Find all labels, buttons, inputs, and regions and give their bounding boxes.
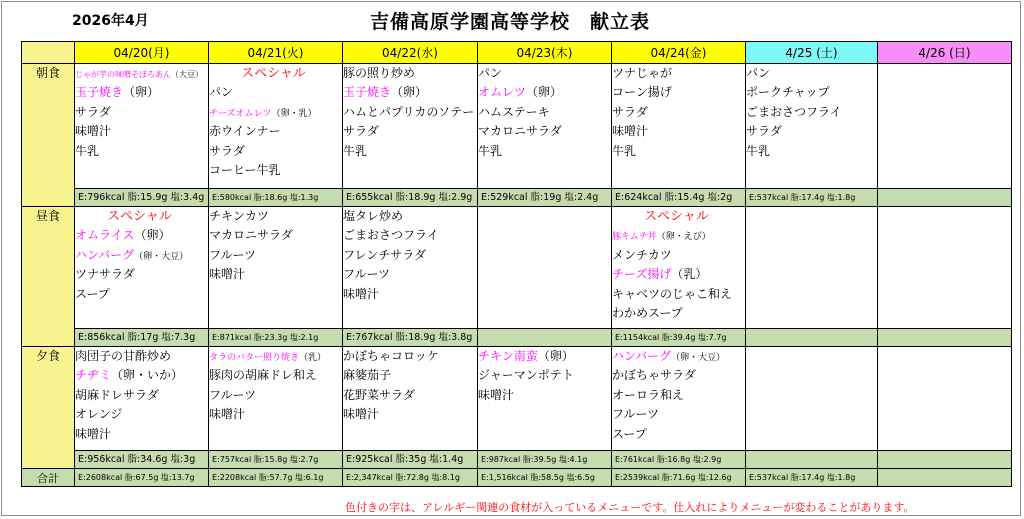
allergen-note: （卵・いか）	[111, 368, 184, 383]
dish: 牛乳	[746, 143, 771, 158]
dish: 味噌汁	[75, 426, 112, 441]
nutrition-cell: E:987kcal 脂:39.5g 塩:4.1g	[478, 451, 612, 469]
dish: 味噌汁	[209, 267, 246, 282]
menu-cell	[612, 207, 746, 329]
allergen-note: （卵・乳）	[271, 108, 317, 119]
allergen-note: （乳）	[299, 353, 327, 363]
special-label: スペシャル	[241, 66, 306, 81]
nutrition-cell: E:580kcal 脂:18.6g 塩:1.3g	[209, 189, 343, 207]
menu-cell	[75, 207, 209, 329]
special-label: スペシャル	[644, 209, 709, 224]
nutrition-cell	[746, 451, 878, 469]
total-row	[22, 469, 1012, 487]
dish: ツナサラダ	[75, 267, 135, 282]
dish: 牛乳	[612, 143, 637, 158]
header-corner	[22, 42, 75, 64]
dish: かぼちゃサラダ	[612, 368, 696, 383]
meal-label-total: 合計	[22, 469, 75, 487]
dish: サラダ	[209, 143, 245, 158]
breakfast-nutrition-row	[22, 189, 1012, 207]
allergen-dish: チーズオムレツ	[209, 108, 272, 119]
allergen-dish: タラのバター照り焼き	[209, 353, 300, 363]
dish: マカロニサラダ	[209, 228, 293, 243]
menu-cell	[343, 64, 478, 189]
nutrition-cell: E:925kcal 脂:35g 塩:1.4g	[343, 451, 478, 469]
dish: 豚の照り炒め	[343, 66, 416, 80]
allergen-dish: ハンバーグ	[75, 247, 135, 262]
dish: オレンジ	[75, 407, 123, 422]
allergen-dish: オムライス	[75, 228, 135, 243]
total-cell: E:2208kcal 脂:57.7g 塩:6.1g	[209, 469, 343, 487]
dish: 豚肉の胡麻ドレ和え	[209, 368, 318, 383]
total-cell: E:2608kcal 脂:67.5g 塩:13.7g	[75, 469, 209, 487]
date-header: 4/25 (土)	[746, 42, 878, 64]
dish: 肉団子の甘酢炒め	[75, 349, 172, 363]
allergen-note: （卵・大豆）	[134, 251, 189, 262]
lunch-row	[22, 207, 1012, 329]
nutrition-cell: E:856kcal 脂:17g 塩:7.3g	[75, 329, 209, 347]
total-cell: E:2539kcal 脂:71.6g 塩:12.6g	[612, 469, 746, 487]
nutrition-cell	[878, 329, 1012, 347]
dish: 麻婆茄子	[343, 368, 392, 383]
breakfast-row	[22, 64, 1012, 189]
allergen-note: （卵）	[134, 228, 171, 243]
dish: フルーツ	[612, 407, 660, 422]
dish: コーン揚げ	[612, 85, 672, 100]
nutrition-cell: E:956kcal 脂:34.6g 塩:3g	[75, 451, 209, 469]
menu-cell-empty	[746, 207, 878, 329]
dish: パン	[746, 66, 771, 80]
date-header: 04/24(金)	[612, 42, 746, 64]
nutrition-cell: E:757kcal 脂:15.8g 塩:2.7g	[209, 451, 343, 469]
dish: スープ	[75, 286, 110, 301]
meal-label-breakfast: 朝食	[22, 64, 75, 207]
menu-cell-empty	[746, 347, 878, 451]
dish: 味噌汁	[343, 286, 380, 301]
nutrition-cell: E:796kcal 脂:15.9g 塩:3.4g	[75, 189, 209, 207]
dish: 味噌汁	[343, 407, 380, 422]
menu-cell	[746, 64, 878, 189]
nutrition-cell: E:1154kcal 脂:39.4g 塩:7.7g	[612, 329, 746, 347]
menu-cell-empty	[478, 207, 612, 329]
nutrition-cell: E:767kcal 脂:18.9g 塩:3.8g	[343, 329, 478, 347]
dish: パン	[209, 85, 234, 100]
menu-cell	[612, 64, 746, 189]
dish: 赤ウインナー	[209, 124, 281, 139]
dish: かぼちゃコロッケ	[343, 349, 439, 363]
dish: フルーツ	[209, 387, 257, 402]
allergen-dish: ハンバーグ	[612, 349, 672, 363]
nutrition-cell: E:871kcal 脂:23.3g 塩:2.1g	[209, 329, 343, 347]
dish: ごまおさつフライ	[343, 228, 439, 243]
dish: サラダ	[746, 124, 782, 139]
dish: 味噌汁	[209, 407, 246, 422]
dish: パン	[478, 66, 503, 80]
dish: 味噌汁	[75, 124, 112, 139]
menu-cell	[209, 64, 343, 189]
nutrition-cell	[746, 329, 878, 347]
dish: ハムステーキ	[478, 104, 550, 119]
dish: キャベツのじゃこ和え	[612, 286, 733, 301]
lunch-nutrition-row	[22, 329, 1012, 347]
nutrition-cell: E:529kcal 脂:19g 塩:2.4g	[478, 189, 612, 207]
dish: ごまおさつフライ	[746, 104, 842, 119]
dish: サラダ	[75, 104, 111, 119]
dish: ジャーマンポテト	[478, 368, 574, 383]
nutrition-cell	[878, 451, 1012, 469]
menu-cell	[343, 207, 478, 329]
allergen-note: （卵）	[123, 85, 160, 100]
dish: サラダ	[343, 124, 379, 139]
allergen-footnote: 色付きの字は、アレルギー関連の食材が入っているメニューです。仕入れによりメニューが変わることがあります。	[345, 501, 915, 514]
dish: 胡麻ドレサラダ	[75, 387, 159, 402]
meal-label-lunch: 昼食	[22, 207, 75, 347]
dish: 味噌汁	[478, 387, 515, 402]
menu-cell	[209, 207, 343, 329]
menu-cell	[478, 64, 612, 189]
dish: ツナじゃが	[612, 66, 673, 80]
dish: フレンチサラダ	[343, 247, 427, 262]
allergen-dish: 玉子焼き	[75, 85, 124, 100]
dinner-nutrition-row	[22, 451, 1012, 469]
dish: 牛乳	[478, 143, 503, 158]
date-header: 4/26 (日)	[878, 42, 1012, 64]
menu-cell-empty	[878, 347, 1012, 451]
dish: オーロラ和え	[612, 387, 685, 402]
dish: ハムとパプリカのソテー	[343, 104, 475, 119]
allergen-note: （大豆）	[171, 70, 203, 79]
dish: マカロニサラダ	[478, 124, 562, 139]
special-label: スペシャル	[107, 209, 172, 224]
allergen-note: （乳）	[671, 267, 708, 282]
nutrition-cell: E:761kcal 脂:16.8g 塩:2.9g	[612, 451, 746, 469]
allergen-note: （卵）	[526, 85, 563, 100]
menu-table	[21, 41, 1012, 487]
month-label: 2026年4月	[72, 13, 149, 29]
total-cell: E:537kcal 脂:17.4g 塩:1.8g	[746, 469, 878, 487]
allergen-dish: チーズ揚げ	[612, 267, 672, 282]
total-cell: E:2,347kcal 脂:72.8g 塩:8.1g	[343, 469, 478, 487]
allergen-note: （卵・大豆）	[671, 353, 726, 363]
menu-cell	[478, 347, 612, 451]
menu-cell-empty	[878, 207, 1012, 329]
dish: ポークチャップ	[746, 85, 830, 100]
dish: フルーツ	[209, 247, 257, 262]
date-header-row	[22, 42, 1012, 64]
nutrition-cell: E:655kcal 脂:18.9g 塩:2.9g	[343, 189, 478, 207]
nutrition-cell: E:624kcal 脂:15.4g 塩:2g	[612, 189, 746, 207]
menu-cell	[209, 347, 343, 451]
nutrition-cell: E:537kcal 脂:17.4g 塩:1.8g	[746, 189, 878, 207]
dish: 塩タレ炒め	[343, 209, 404, 223]
dish: わかめスープ	[612, 305, 683, 320]
menu-cell	[612, 347, 746, 451]
allergen-dish: オムレツ	[478, 85, 527, 100]
allergen-note: （卵）	[537, 349, 574, 363]
date-header: 04/21(火)	[209, 42, 343, 64]
allergen-note: （卵）	[391, 85, 428, 100]
date-header: 04/23(木)	[478, 42, 612, 64]
dish: スープ	[612, 426, 647, 441]
page-title: 吉備高原学園高等学校 献立表	[370, 11, 651, 33]
allergen-dish: 玉子焼き	[343, 85, 392, 100]
total-cell: E:1,516kcal 脂:58.5g 塩:6.5g	[478, 469, 612, 487]
total-cell	[878, 469, 1012, 487]
allergen-dish: 豚キムチ丼	[612, 232, 657, 243]
allergen-note: （卵・えび）	[656, 232, 711, 243]
menu-cell	[343, 347, 478, 451]
dish: 花野菜サラダ	[343, 387, 415, 402]
date-header: 04/20(月)	[75, 42, 209, 64]
dish: コーヒー牛乳	[209, 162, 281, 177]
date-header: 04/22(水)	[343, 42, 478, 64]
dish: 味噌汁	[612, 124, 649, 139]
nutrition-cell	[878, 189, 1012, 207]
dish: サラダ	[612, 104, 648, 119]
meal-label-dinner: 夕食	[22, 347, 75, 469]
dish: チキンカツ	[209, 209, 269, 223]
dinner-row	[22, 347, 1012, 451]
allergen-dish: じゃが芋の味噌そぼろあん	[75, 70, 171, 79]
dish: 牛乳	[75, 143, 100, 158]
dish: フルーツ	[343, 267, 391, 282]
nutrition-cell	[478, 329, 612, 347]
allergen-dish: チキン南蛮	[478, 349, 538, 363]
menu-cell	[75, 347, 209, 451]
dish: メンチカツ	[612, 247, 672, 262]
menu-cell	[75, 64, 209, 189]
menu-cell-empty	[878, 64, 1012, 189]
dish: 牛乳	[343, 143, 368, 158]
allergen-dish: チヂミ	[75, 368, 112, 383]
